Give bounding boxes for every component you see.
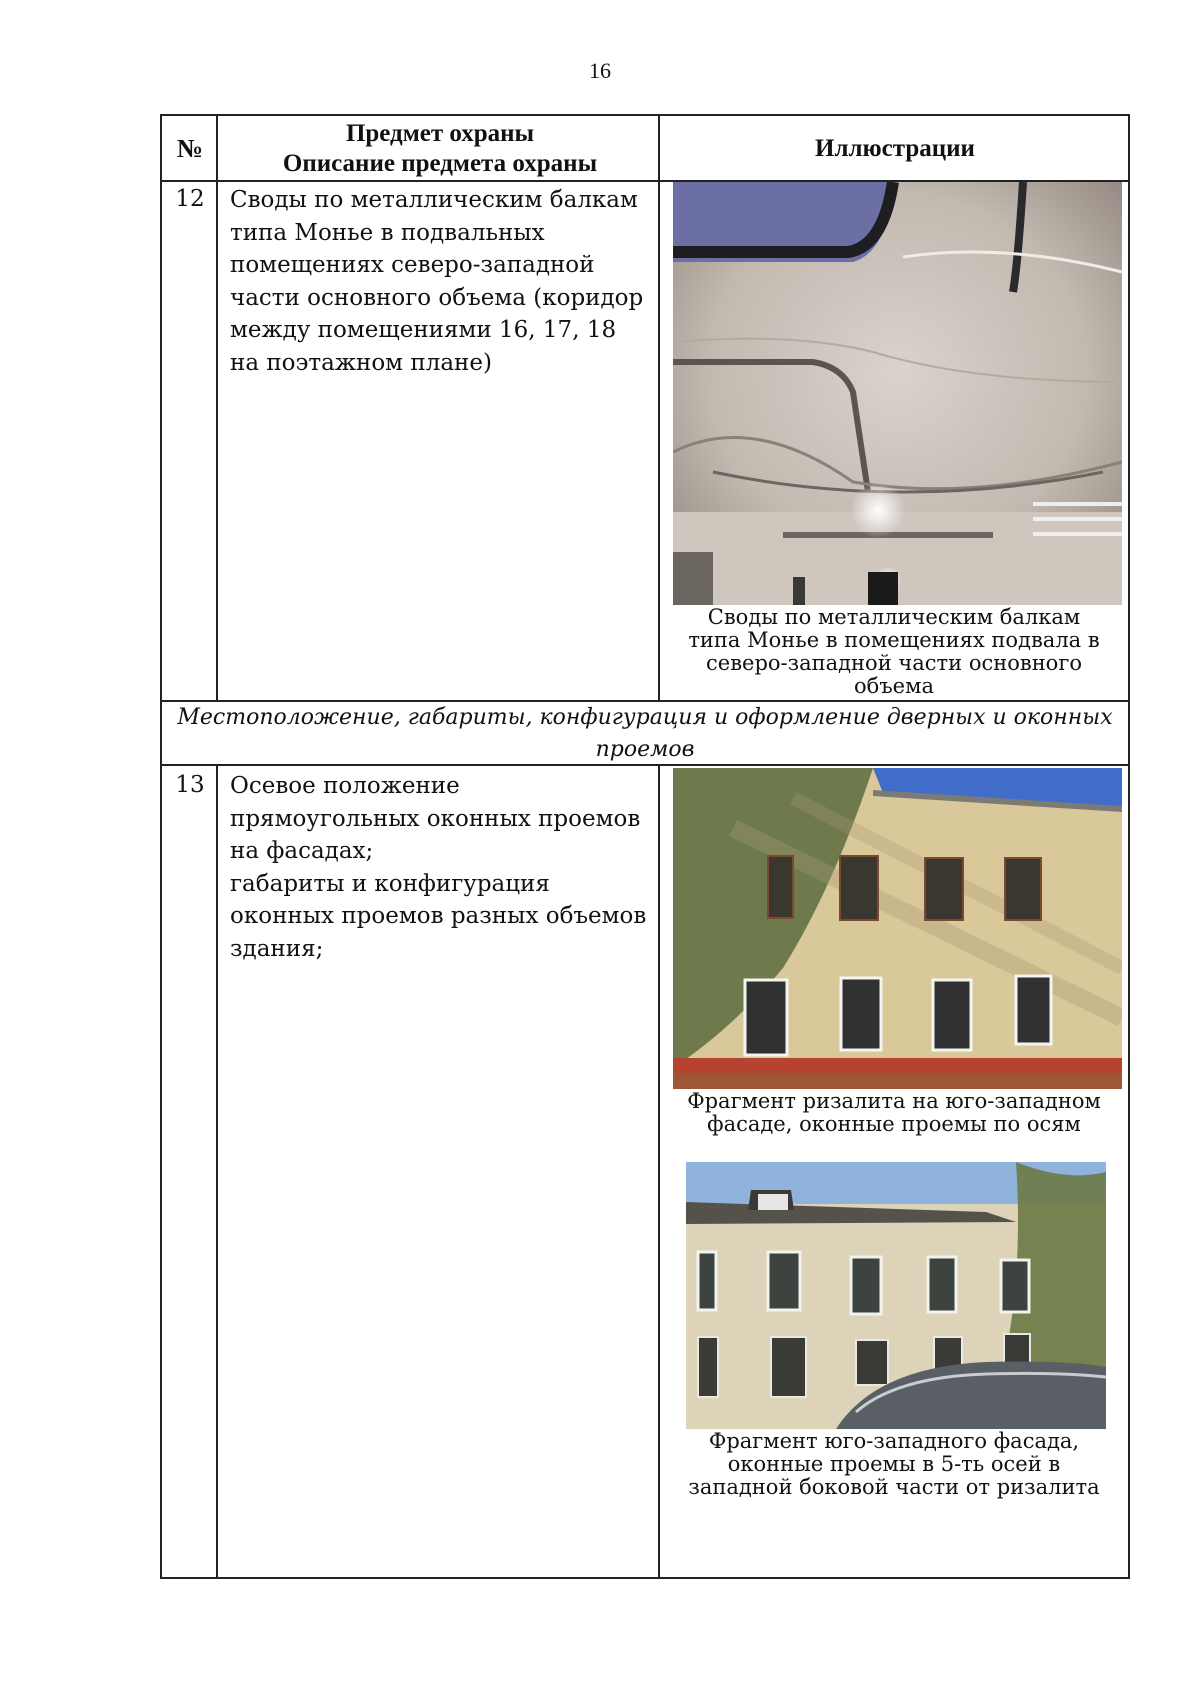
caption-line: объема <box>854 674 934 698</box>
header-illustrations: Иллюстрации <box>815 135 975 162</box>
description-line: Осевое положение <box>230 773 460 799</box>
section-heading-line: проемов <box>595 737 695 762</box>
description-line: части основного объема (коридор <box>230 284 644 311</box>
caption-line: северо-западной части основного <box>706 651 1082 675</box>
photo-caption <box>660 1430 1128 1499</box>
description-line: помещениях северо-западной <box>230 252 595 278</box>
basement-vaulted-ceiling-photo <box>673 182 1122 605</box>
header-description-line1: Предмет охраны <box>345 120 535 147</box>
description-line: оконных проемов разных объемов <box>230 903 647 929</box>
description-line: габариты и конфигурация <box>230 870 550 897</box>
description-line: между помещениями 16, 17, 18 <box>230 317 617 343</box>
caption-line: Своды по металлическим балкам <box>707 605 1081 629</box>
photo-caption <box>660 1090 1128 1136</box>
description-line: Своды по металлическим балкам <box>230 187 638 213</box>
section-heading-line: Местоположение, габариты, конфигурация и оформление дверных и оконных <box>177 705 1113 730</box>
caption-line: Фрагмент ризалита на юго-западном <box>687 1089 1101 1113</box>
caption-line: типа Монье в помещениях подвала в <box>688 628 1100 652</box>
risalit-southwest-facade-photo <box>673 768 1122 1089</box>
caption-line: фасаде, оконные проемы по осям <box>707 1112 1081 1136</box>
photo-caption <box>660 606 1128 698</box>
protection-subject-table <box>160 114 1130 1579</box>
description-line: типа Монье в подвальных <box>230 219 545 246</box>
section-heading <box>162 702 1128 766</box>
row-number: 12 <box>175 186 205 212</box>
row-description <box>230 770 655 965</box>
caption-line: западной боковой части от ризалита <box>688 1475 1100 1499</box>
description-line: здания; <box>230 935 324 962</box>
header-number: № <box>176 134 204 163</box>
description-line: на фасадах; <box>230 838 374 864</box>
header-description-line2: Описание предмета охраны <box>282 150 598 177</box>
header-description <box>220 116 660 182</box>
column-divider-num-row13 <box>216 766 218 1577</box>
southwest-facade-fragment-photo <box>686 1162 1106 1429</box>
row-description <box>230 184 655 379</box>
caption-line: оконные проемы в 5-ть осей в <box>727 1452 1061 1476</box>
caption-line: Фрагмент юго-западного фасада, <box>708 1429 1080 1453</box>
row-number: 13 <box>175 772 205 798</box>
description-line: на поэтажном плане) <box>230 349 492 376</box>
page-number: 16 <box>589 58 611 83</box>
description-line: прямоугольных оконных проемов <box>230 805 641 832</box>
